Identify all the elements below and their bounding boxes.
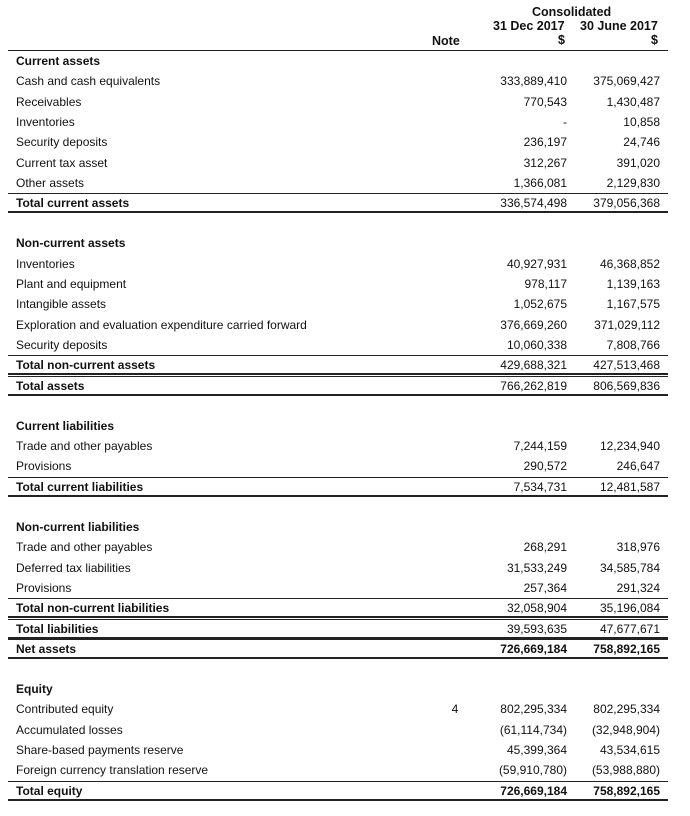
total-value-31-dec-2017: 336,574,498 — [500, 196, 567, 211]
total-value-31-dec-2017: 39,593,635 — [506, 621, 567, 636]
table-row — [8, 699, 668, 719]
value-31-dec-2017: 10,060,338 — [506, 337, 567, 352]
table-row — [8, 153, 668, 173]
row-label: Provisions — [16, 459, 72, 474]
total-row — [8, 598, 668, 618]
total-label: Total current liabilities — [16, 479, 144, 494]
value-31-dec-2017: (61,114,734) — [499, 722, 567, 737]
value-30-june-2017: 7,808,766 — [606, 337, 660, 352]
value-31-dec-2017: 1,052,675 — [513, 297, 567, 312]
note-header: Note — [432, 34, 460, 48]
value-31-dec-2017: 802,295,334 — [500, 702, 567, 717]
value-31-dec-2017: 236,197 — [523, 135, 567, 150]
value-31-dec-2017: 770,543 — [523, 94, 567, 109]
total-label: Total current assets — [16, 196, 130, 211]
value-30-june-2017: 1,430,487 — [606, 94, 660, 109]
section-heading — [8, 51, 668, 71]
total-row — [8, 639, 668, 659]
col2-date-header: 30 June 2017 — [580, 19, 658, 33]
total-row — [8, 376, 668, 396]
table-row — [8, 173, 668, 193]
value-30-june-2017: 371,029,112 — [594, 317, 660, 332]
table-row — [8, 578, 668, 598]
total-value-31-dec-2017: 766,262,819 — [500, 378, 567, 393]
value-30-june-2017: 2,129,830 — [606, 175, 660, 190]
table-row — [8, 720, 668, 740]
row-label: Security deposits — [16, 135, 108, 150]
total-value-30-june-2017: 806,569,836 — [593, 378, 660, 393]
value-31-dec-2017: 31,533,249 — [506, 560, 567, 575]
col1-date-header: 31 Dec 2017 — [493, 19, 565, 33]
row-label: Contributed equity — [16, 702, 114, 717]
value-31-dec-2017: - — [563, 114, 567, 129]
value-31-dec-2017: 312,267 — [523, 155, 567, 170]
group-header: Consolidated — [532, 5, 612, 19]
table-row — [8, 740, 668, 760]
value-30-june-2017: 10,858 — [623, 114, 660, 129]
table-row — [8, 760, 668, 780]
table-row — [8, 335, 668, 355]
table-row — [8, 436, 668, 456]
total-value-30-june-2017: 47,677,671 — [599, 621, 660, 636]
total-value-31-dec-2017: 32,058,904 — [506, 601, 567, 616]
value-30-june-2017: 291,324 — [616, 580, 660, 595]
value-30-june-2017: 12,234,940 — [599, 439, 660, 454]
table-row — [8, 254, 668, 274]
value-31-dec-2017: 376,669,260 — [500, 317, 567, 332]
value-30-june-2017: 375,069,427 — [593, 74, 660, 89]
value-30-june-2017: 1,139,163 — [606, 277, 660, 291]
row-label: Trade and other payables — [16, 540, 153, 555]
value-31-dec-2017: (59,910,780) — [498, 763, 567, 778]
row-label: Provisions — [16, 580, 72, 595]
value-31-dec-2017: 7,244,159 — [513, 439, 567, 454]
row-label: Accumulated losses — [16, 722, 123, 737]
section-heading — [8, 517, 668, 537]
row-label: Exploration and evaluation expenditure carried forward — [16, 317, 307, 332]
row-label: Foreign currency translation reserve — [16, 763, 209, 778]
row-label: Plant and equipment — [16, 277, 127, 291]
total-row — [8, 477, 668, 497]
total-row — [8, 781, 668, 801]
value-30-june-2017: (53,988,880) — [591, 763, 660, 778]
value-30-june-2017: 802,295,334 — [593, 702, 660, 717]
row-label: Deferred tax liabilities — [16, 560, 131, 575]
value-30-june-2017: 246,647 — [616, 459, 660, 474]
total-row — [8, 193, 668, 213]
total-label: Total liabilities — [16, 621, 99, 636]
row-label: Trade and other payables — [16, 439, 153, 454]
value-30-june-2017: 391,020 — [616, 155, 660, 170]
col1-unit-header: $ — [558, 33, 565, 47]
row-label: Current tax asset — [16, 155, 108, 170]
total-value-30-june-2017: 12,481,587 — [599, 479, 660, 494]
total-label: Net assets — [16, 641, 77, 656]
total-value-30-june-2017: 758,892,165 — [593, 641, 660, 656]
total-value-31-dec-2017: 7,534,731 — [513, 479, 567, 494]
value-31-dec-2017: 333,889,410 — [500, 74, 567, 89]
row-note: 4 — [451, 702, 459, 717]
section-heading-label: Current assets — [16, 54, 101, 68]
value-31-dec-2017: 290,572 — [523, 459, 567, 474]
section-heading-label: Non-current liabilities — [16, 520, 140, 534]
row-label: Other assets — [16, 175, 85, 190]
total-value-30-june-2017: 427,513,468 — [593, 358, 660, 373]
col2-unit-header: $ — [651, 33, 658, 47]
table-row — [8, 112, 668, 132]
row-label: Inventories — [16, 256, 75, 271]
value-30-june-2017: (32,948,904) — [591, 722, 660, 737]
value-30-june-2017: 24,746 — [623, 135, 660, 150]
section-heading-label: Non-current assets — [16, 236, 126, 251]
table-row — [8, 537, 668, 557]
row-label: Cash and cash equivalents — [16, 74, 161, 89]
value-30-june-2017: 34,585,784 — [599, 560, 660, 575]
row-label: Security deposits — [16, 337, 108, 352]
value-31-dec-2017: 40,927,931 — [506, 256, 567, 271]
table-row — [8, 558, 668, 578]
value-30-june-2017: 46,368,852 — [599, 256, 660, 271]
value-31-dec-2017: 257,364 — [523, 580, 567, 595]
table-row — [8, 294, 668, 314]
table-row — [8, 274, 668, 294]
table-row — [8, 132, 668, 152]
section-heading — [8, 416, 668, 436]
row-label: Inventories — [16, 114, 75, 129]
total-label: Total non-current assets — [16, 358, 156, 373]
value-31-dec-2017: 978,117 — [524, 277, 567, 291]
total-row — [8, 355, 668, 375]
section-heading-label: Current liabilities — [16, 418, 115, 433]
value-30-june-2017: 43,534,615 — [599, 743, 660, 757]
total-value-30-june-2017: 35,196,084 — [599, 601, 660, 616]
total-value-31-dec-2017: 726,669,184 — [500, 641, 567, 656]
row-label: Share-based payments reserve — [16, 743, 184, 757]
total-value-31-dec-2017: 429,688,321 — [500, 358, 567, 373]
total-label: Total assets — [16, 378, 85, 393]
value-30-june-2017: 1,167,575 — [606, 297, 660, 312]
row-label: Receivables — [16, 94, 82, 109]
row-label: Intangible assets — [16, 297, 107, 312]
value-31-dec-2017: 268,291 — [523, 540, 567, 555]
value-30-june-2017: 318,976 — [616, 540, 660, 555]
section-heading — [8, 679, 668, 699]
table-row — [8, 315, 668, 335]
total-label: Total non-current liabilities — [16, 601, 170, 616]
total-value-31-dec-2017: 726,669,184 — [500, 783, 567, 798]
total-value-30-june-2017: 379,056,368 — [593, 196, 660, 211]
value-31-dec-2017: 1,366,081 — [513, 175, 567, 190]
total-row — [8, 619, 668, 639]
value-31-dec-2017: 45,399,364 — [506, 743, 567, 757]
total-label: Total equity — [16, 783, 83, 798]
section-heading-label: Equity — [16, 682, 53, 697]
section-heading — [8, 233, 668, 253]
table-row — [8, 456, 668, 476]
table-row — [8, 71, 668, 91]
total-value-30-june-2017: 758,892,165 — [593, 783, 660, 798]
table-row — [8, 92, 668, 112]
